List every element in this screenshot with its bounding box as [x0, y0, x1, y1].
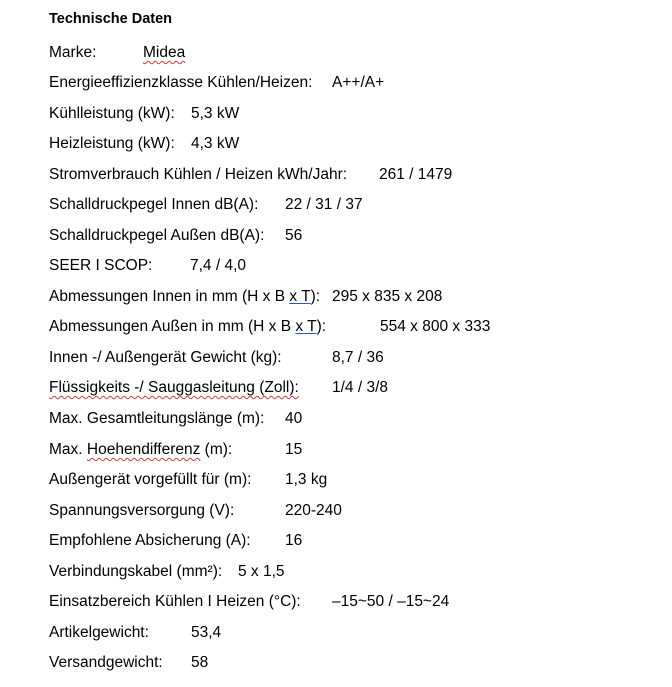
spec-label: Empfohlene Absicherung (A):: [49, 532, 251, 549]
spec-value: 58: [191, 654, 209, 671]
spec-value: 7,4 / 4,0: [190, 257, 247, 274]
spec-label: Stromverbrauch Kühlen / Heizen kWh/Jahr:: [49, 166, 348, 183]
spec-label: SEER I SCOP:: [49, 257, 153, 274]
spec-value: 40: [285, 410, 303, 427]
spec-label: Kühlleistung (kW):: [49, 105, 175, 122]
spec-value: 22 / 31 / 37: [285, 196, 363, 213]
page-title: Technische Daten: [49, 11, 173, 27]
spec-label: Heizleistung (kW):: [49, 135, 175, 152]
spec-label: Einsatzbereich Kühlen I Heizen (°C):: [49, 593, 301, 610]
spec-value: 15: [285, 441, 303, 458]
spec-label: Schalldruckpegel Außen dB(A):: [49, 227, 265, 244]
spec-value: –15~50 / –15~24: [332, 593, 450, 610]
spec-label: Abmessungen Außen in mm (H x B x T):: [49, 318, 327, 335]
spec-value: 8,7 / 36: [332, 349, 384, 366]
spec-label: Max. Gesamtleitungslänge (m):: [49, 410, 265, 427]
spec-label: Abmessungen Innen in mm (H x B x T):: [49, 288, 321, 305]
spec-value: 554 x 800 x 333: [380, 318, 491, 335]
spec-label: Außengerät vorgefüllt für (m):: [49, 471, 252, 488]
spec-value: 16: [285, 532, 303, 549]
spec-value: 4,3 kW: [191, 135, 240, 152]
spec-label: Max. Hoehendifferenz (m):: [49, 441, 233, 458]
spec-value: Midea: [143, 44, 186, 61]
spec-label: Innen -/ Außengerät Gewicht (kg):: [49, 349, 282, 366]
spec-label: Artikelgewicht:: [49, 624, 149, 641]
spec-label: Versandgewicht:: [49, 654, 163, 671]
spec-label: Marke:: [49, 44, 97, 61]
spec-value: 1/4 / 3/8: [332, 379, 389, 396]
spec-value: 1,3 kg: [285, 471, 328, 488]
spec-label: Flüssigkeits -/ Sauggasleitung (Zoll):: [49, 379, 299, 396]
spellcheck-mark: Hoehendifferenz: [86, 441, 201, 458]
spec-value: 295 x 835 x 208: [332, 288, 443, 305]
spec-label: Energieeffizienzklasse Kühlen/Heizen:: [49, 74, 313, 91]
spec-label: Schalldruckpegel Innen dB(A):: [49, 196, 259, 213]
underlined-text: x T: [289, 288, 311, 305]
spec-value: 261 / 1479: [379, 166, 453, 183]
spec-value: 220-240: [285, 502, 342, 519]
spec-value: 5 x 1,5: [238, 563, 285, 580]
spec-value: 53,4: [191, 624, 222, 641]
spec-value: A++/A+: [332, 74, 385, 91]
spec-value: 5,3 kW: [191, 105, 240, 122]
spec-label: Verbindungskabel (mm²):: [49, 563, 223, 580]
spec-value: 56: [285, 227, 303, 244]
underlined-text: x T: [295, 318, 317, 335]
spec-label: Spannungsversorgung (V):: [49, 502, 235, 519]
